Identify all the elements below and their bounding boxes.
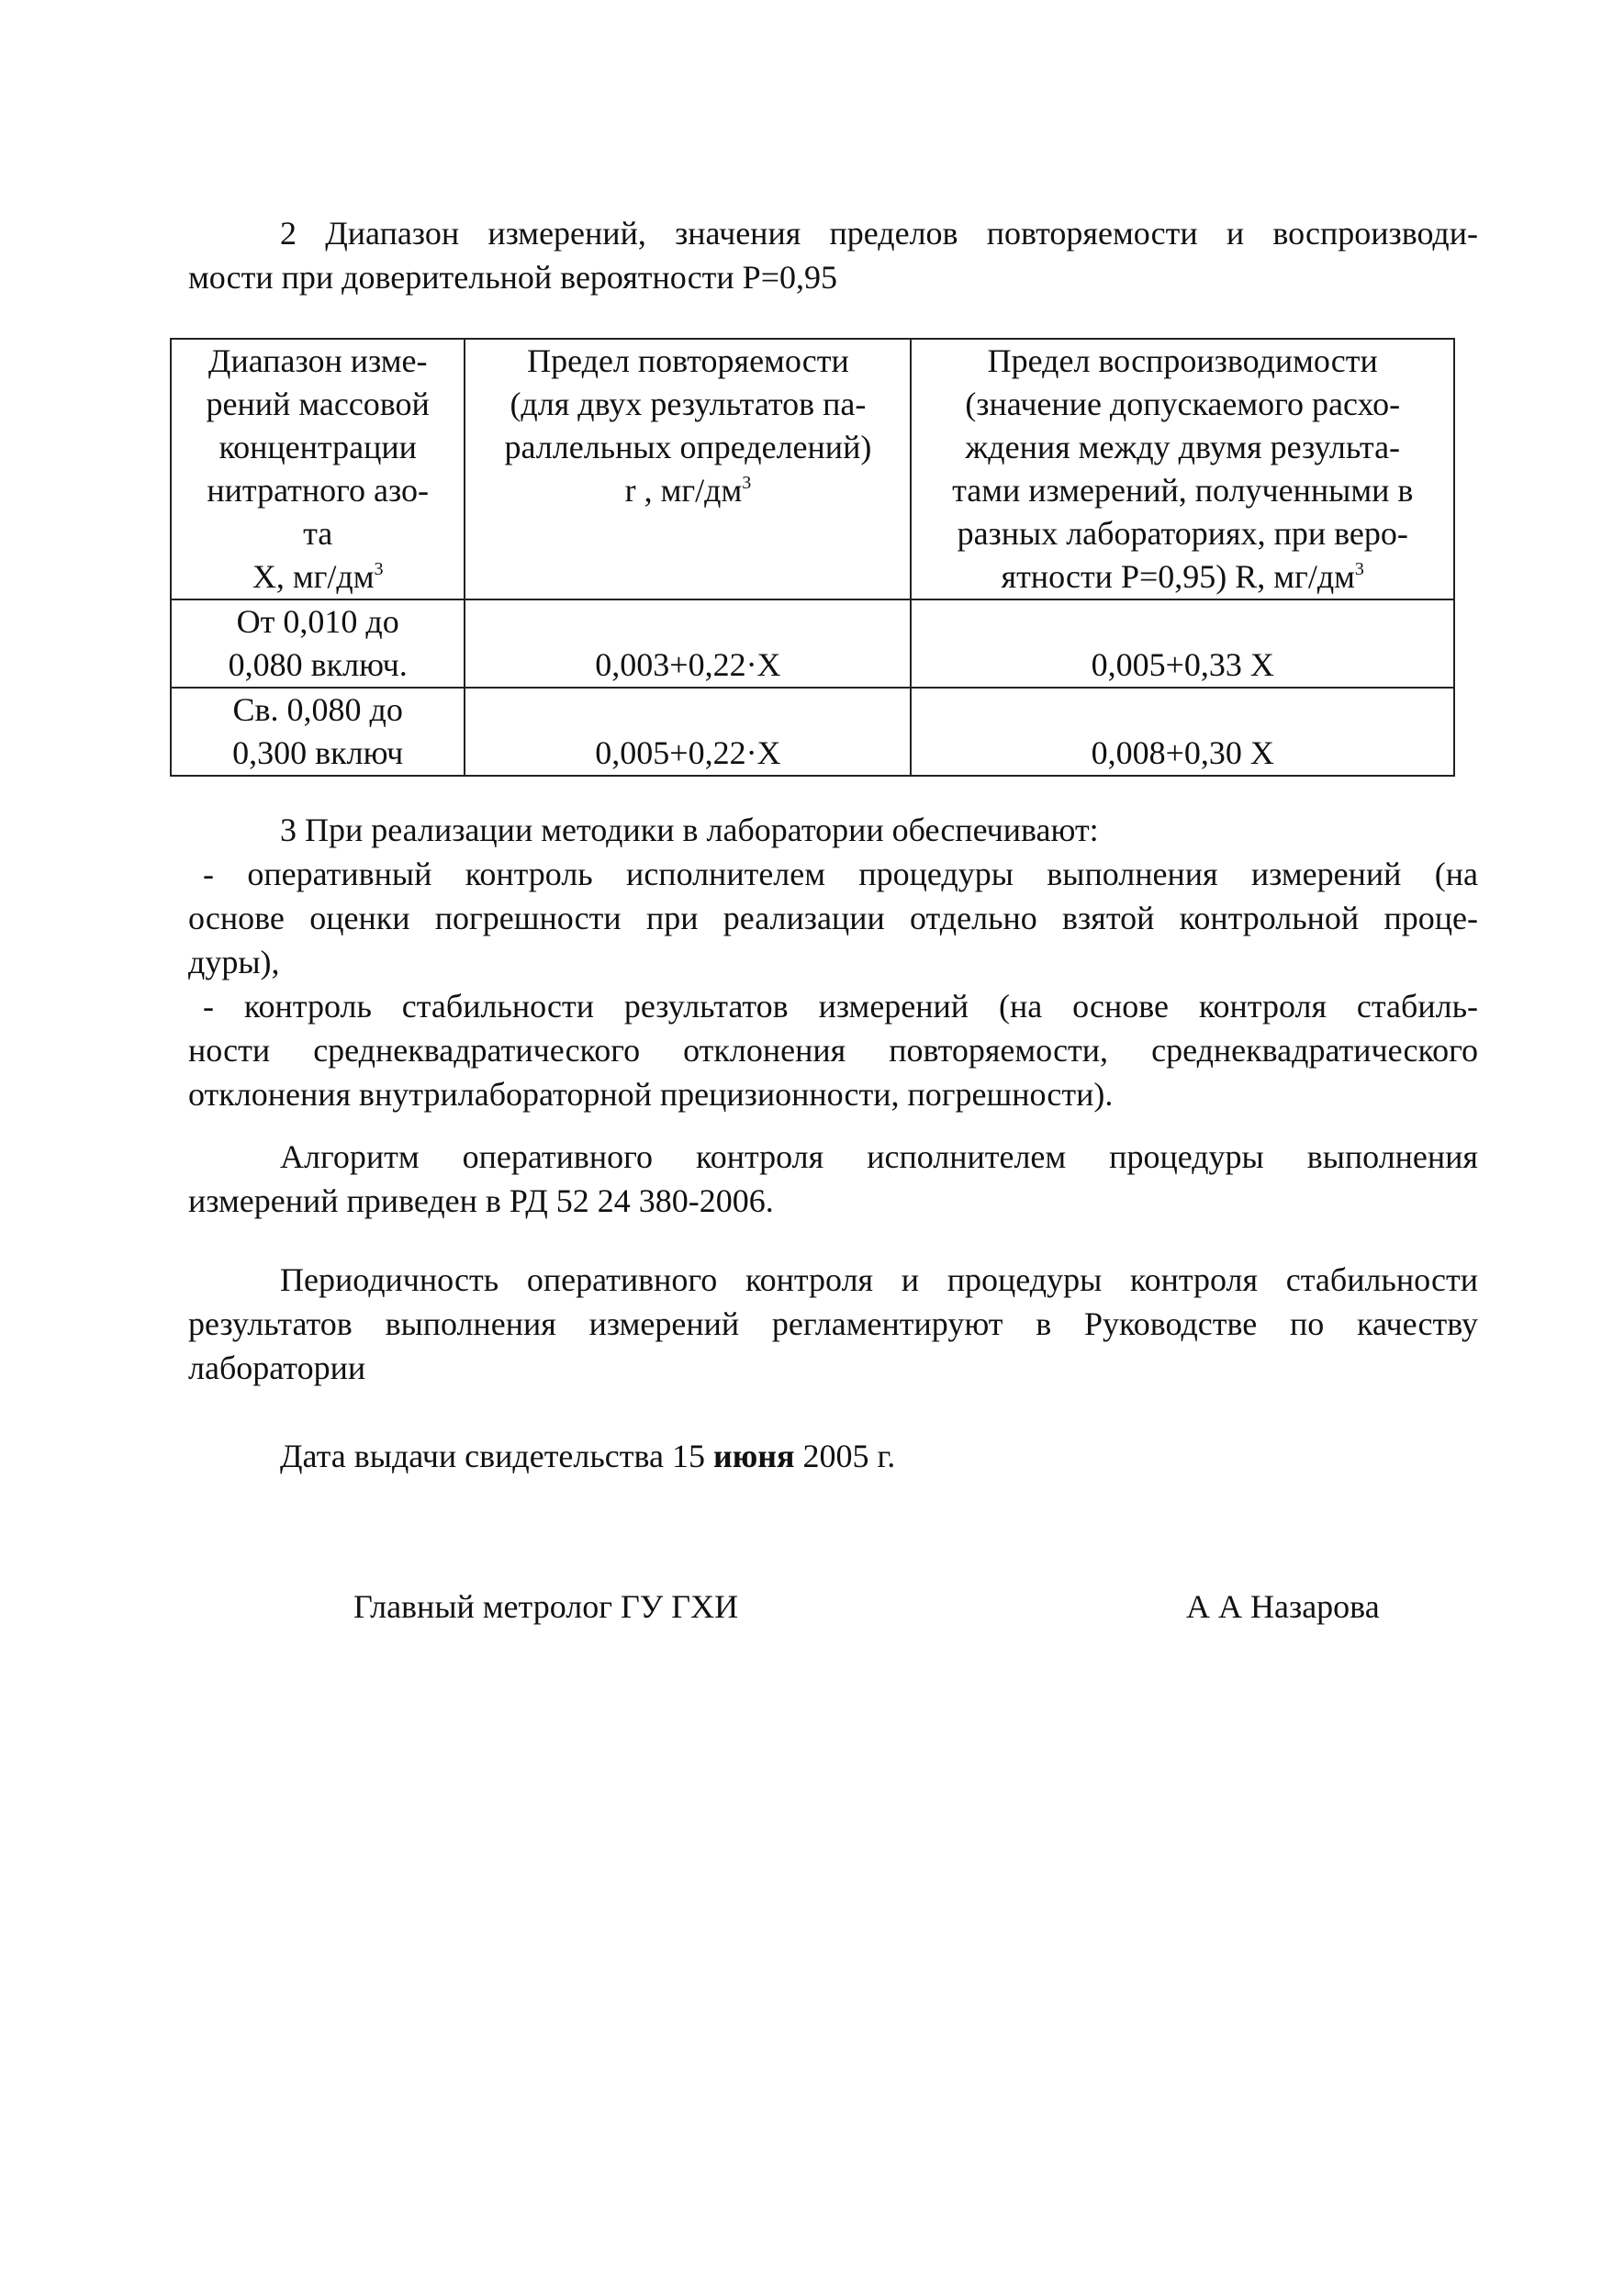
table-row bbox=[171, 599, 1454, 688]
periodicity-paragraph bbox=[188, 1258, 1478, 1390]
range-cell: Св. 0,080 до 0,300 включ bbox=[171, 688, 465, 776]
section-3-line-2: - оперативный контроль исполнителем процедуры выполнения измерений (на bbox=[203, 856, 1478, 892]
algorithm-paragraph bbox=[188, 1135, 1478, 1223]
issue-date-prefix: Дата выдачи свидетельства 15 bbox=[280, 1438, 714, 1474]
issue-date bbox=[188, 1434, 1478, 1478]
section-3-line-4: дуры), bbox=[188, 944, 280, 980]
range-cell: От 0,010 до 0,080 включ. bbox=[171, 599, 465, 688]
algorithm-line-1: Алгоритм оперативного контроля исполнителем процедуры выполнения bbox=[280, 1138, 1478, 1175]
table-header-row bbox=[171, 339, 1454, 599]
section-3-line-7: отклонения внутрилабораторной прецизионности, погрешности). bbox=[188, 1076, 1114, 1113]
section-2-line-2: мости при доверительной вероятности Р=0,95 bbox=[188, 259, 837, 296]
section-3-line-3: основе оценки погрешности при реализации отдельно взятой контрольной проце- bbox=[188, 900, 1478, 936]
section-3 bbox=[188, 808, 1478, 1116]
reproducibility-cell: 0,005+0,33 Х bbox=[911, 599, 1454, 688]
section-3-line-5: - контроль стабильности результатов измерений (на основе контроля стабиль- bbox=[203, 988, 1478, 1025]
limits-table bbox=[170, 338, 1455, 777]
table-row bbox=[171, 688, 1454, 776]
signatory-name: А А Назарова bbox=[1186, 1588, 1380, 1625]
section-2-line-1: 2 Диапазон измерений, значения пределов повторяемости и воспроизводи- bbox=[280, 215, 1478, 252]
periodicity-line-3: лаборатории bbox=[188, 1350, 366, 1386]
header-reproducibility: Предел воспроизводимости (значение допускаемого расхо- ждения между двумя результа- тами измерений, полученными в разных лабораториях, при веро- ятности Р=0,95) R, $мг/дм^3$ bbox=[911, 339, 1454, 599]
issue-date-suffix: 2005 г. bbox=[794, 1438, 896, 1474]
reproducibility-cell: 0,008+0,30 Х bbox=[911, 688, 1454, 776]
header-range: Диапазон изме- рений массовой концентрации нитратного азо- та X, $мг/дм^3$ bbox=[171, 339, 465, 599]
repeatability-cell: 0,005+0,22·Х bbox=[465, 688, 911, 776]
section-3-line-1: 3 При реализации методики в лаборатории обеспечивают: bbox=[280, 812, 1099, 848]
header-repeatability: Предел повторяемости (для двух результатов па- раллельных определений) r , $мг/дм^3$ bbox=[465, 339, 911, 599]
periodicity-line-1: Периодичность оперативного контроля и процедуры контроля стабильности bbox=[280, 1261, 1478, 1298]
signatory-title: Главный метролог ГУ ГХИ bbox=[353, 1588, 739, 1625]
algorithm-line-2: измерений приведен в РД 52 24 380-2006. bbox=[188, 1182, 774, 1219]
section-2-heading bbox=[188, 211, 1478, 299]
section-3-line-6: ности среднеквадратического отклонения повторяемости, среднеквадратического bbox=[188, 1032, 1478, 1069]
issue-date-month: июня bbox=[713, 1438, 795, 1474]
repeatability-cell: 0,003+0,22·Х bbox=[465, 599, 911, 688]
periodicity-line-2: результатов выполнения измерений регламентируют в Руководстве по качеству bbox=[188, 1305, 1478, 1342]
